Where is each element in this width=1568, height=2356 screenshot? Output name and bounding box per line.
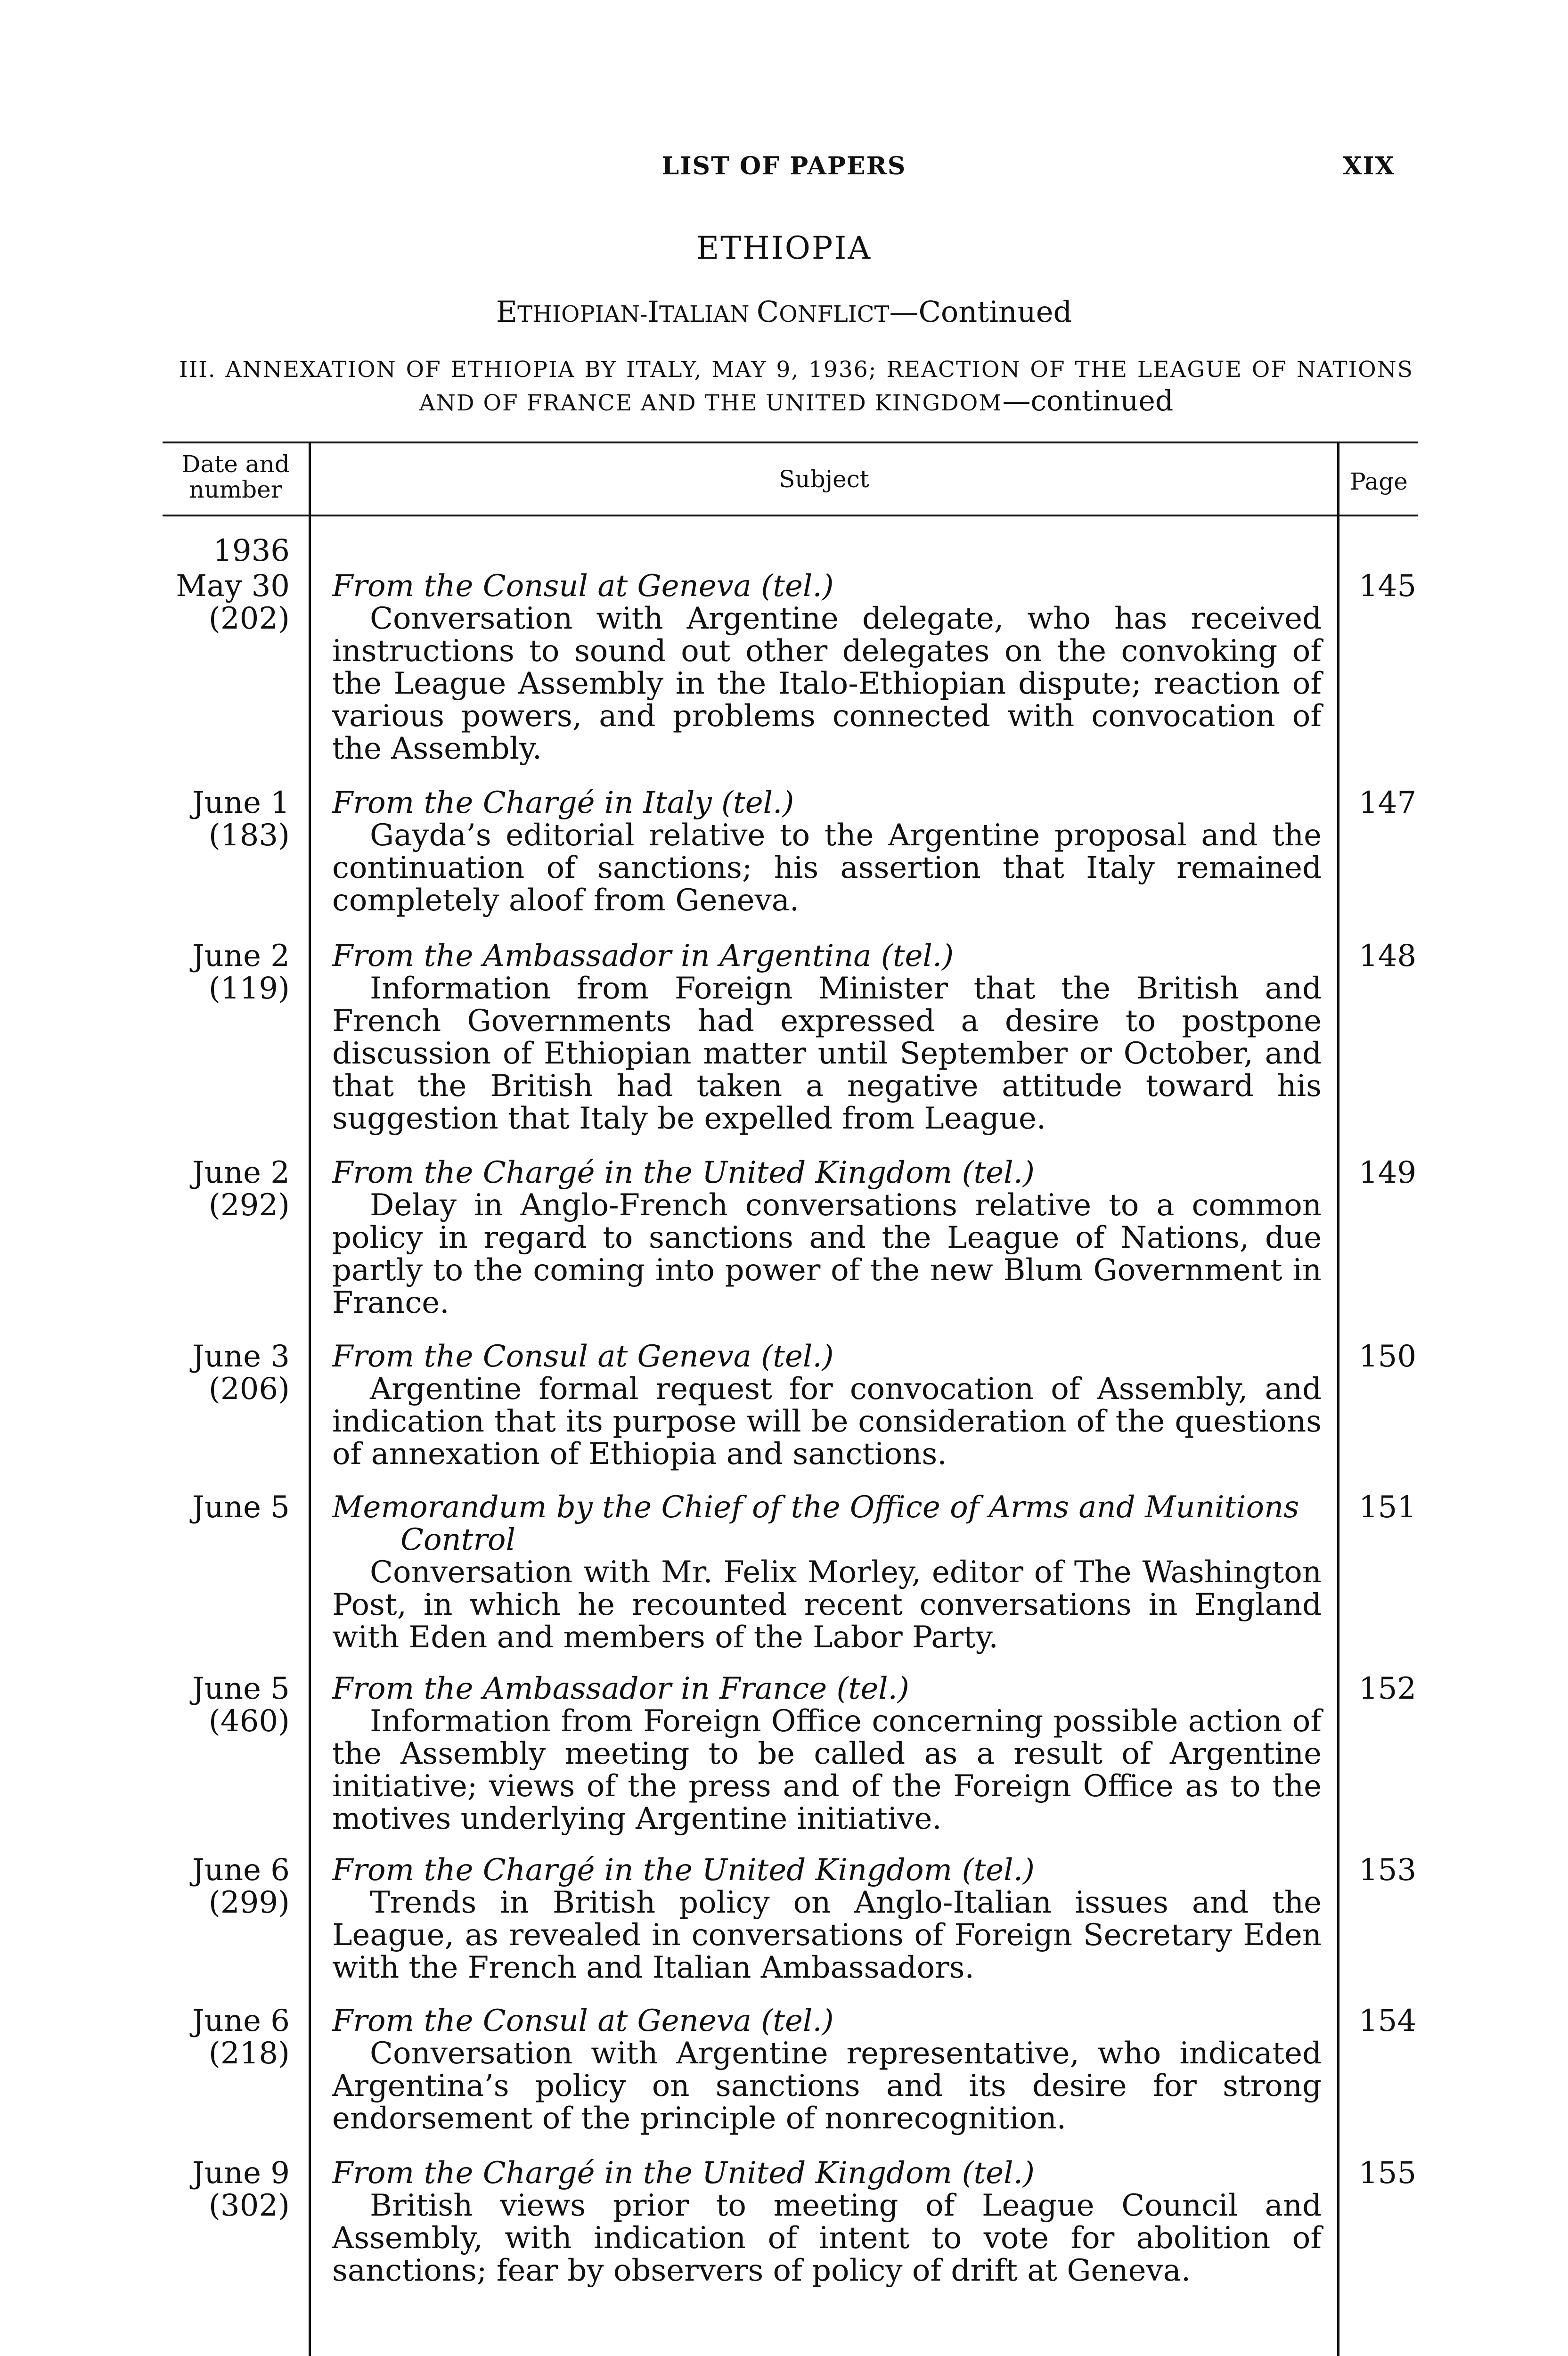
column-divider-page: [1337, 442, 1339, 2356]
entry-date: June 9 (302): [192, 2156, 290, 2223]
entry-page: 149: [1358, 1155, 1417, 1190]
entry-date: June 5 (460): [192, 1671, 290, 1739]
entry-subject: From the Ambassador in Argentina (tel.) Information from Foreign Minister that the British and French Governments had expressed a desire to postpone discussion of Ethiopian matter until September or October, and that the British had taken a negative attitude toward his suggestion that Italy be expelled from League.: [332, 939, 1322, 1136]
entry-page: 147: [1358, 785, 1417, 820]
entry-subject: From the Chargé in the United Kingdom (tel.) Delay in Anglo-French conversations relative to a common policy in regard to sanctions and the League of Nations, due partly to the coming into power of the new Blum Government in France.: [332, 1155, 1322, 1320]
entry-date: June 6 (218): [192, 2004, 290, 2071]
entry-page: 145: [1358, 569, 1417, 604]
running-title: LIST OF PAPERS: [662, 152, 906, 180]
entry-subject: From the Consul at Geneva (tel.) Conversation with Argentine delegate, who has received instructions to sound out other delegates on the convoking of the League Assembly in the Italo-Ethiopian dispute; reaction of various powers, and problems connected with convocation of the Assembly.: [332, 569, 1322, 766]
entry-page: 148: [1358, 939, 1417, 973]
entry-subject: From the Chargé in Italy (tel.) Gayda’s editorial relative to the Argentine proposal and the continuation of sanctions; his assertion that Italy remained completely aloof from Geneva.: [332, 785, 1322, 918]
year-label: 1936: [213, 533, 290, 568]
entry-page: 154: [1358, 2004, 1417, 2038]
column-divider-date: [309, 442, 311, 2356]
conflict-subtitle: ETHIOPIAN-ITALIAN CONFLICT—Continued: [496, 294, 1072, 329]
entry-date: June 3 (206): [192, 1339, 290, 1407]
entry-subject: From the Consul at Geneva (tel.) Argentine formal request for convocation of Assembly, and indication that its purpose will be consideration of the questions of annexation of Ethiopia and sanctions.: [332, 1339, 1322, 1472]
entry-date: June 1 (183): [192, 785, 290, 853]
entry-date: June 6 (299): [192, 1853, 290, 1920]
entry-date: June 2 (292): [192, 1155, 290, 1223]
entry-page: 151: [1358, 1490, 1417, 1525]
column-header-subject: Subject: [779, 466, 869, 493]
table-top-rule: [163, 442, 1418, 443]
entry-page: 152: [1358, 1671, 1417, 1706]
entry-subject: From the Chargé in the United Kingdom (tel.) British views prior to meeting of League Council and Assembly, with indication of intent to vote for abolition of sanctions; fear by observers of policy of drift at Geneva.: [332, 2156, 1322, 2288]
country-heading: ETHIOPIA: [696, 230, 872, 266]
column-header-page: Page: [1350, 468, 1408, 495]
page-folio: XIX: [1343, 152, 1396, 180]
entry-page: 150: [1358, 1339, 1417, 1374]
entry-subject: Memorandum by the Chief of the Office of Arms and Munitions Control Conversation with Mr. Felix Morley, editor of The Washington Post, in which he recounted recent conversations in England with Eden and members of the Labor Party.: [332, 1490, 1322, 1655]
section-heading: III. ANNEXATION OF ETHIOPIA BY ITALY, MAY 9, 1936; REACTION OF THE LEAGUE OF NATIONS AND OF FRANCE AND THE UNITED KINGDOM—continued: [179, 357, 1413, 417]
entry-subject: From the Chargé in the United Kingdom (tel.) Trends in British policy on Anglo-Italian issues and the League, as revealed in conversations of Foreign Secretary Eden with the French and Italian Ambassadors.: [332, 1853, 1322, 1985]
column-header-date: Date and number: [181, 450, 290, 503]
table-header-rule: [163, 515, 1418, 516]
entry-date: June 5: [192, 1490, 290, 1525]
entry-subject: From the Ambassador in France (tel.) Information from Foreign Office concerning possible action of the Assembly meeting to be called as a result of Argentine initiative; views of the press and of the Foreign Office as to the motives underlying Argentine initiative.: [332, 1671, 1322, 1836]
entry-date: June 2 (119): [192, 939, 290, 1006]
entry-subject: From the Consul at Geneva (tel.) Conversation with Argentine representative, who indicated Argentina’s policy on sanctions and its desire for strong endorsement of the principle of nonrecognition.: [332, 2004, 1322, 2136]
entry-page: 155: [1358, 2156, 1417, 2191]
entry-page: 153: [1358, 1853, 1417, 1888]
entry-date: May 30 (202): [176, 569, 290, 636]
